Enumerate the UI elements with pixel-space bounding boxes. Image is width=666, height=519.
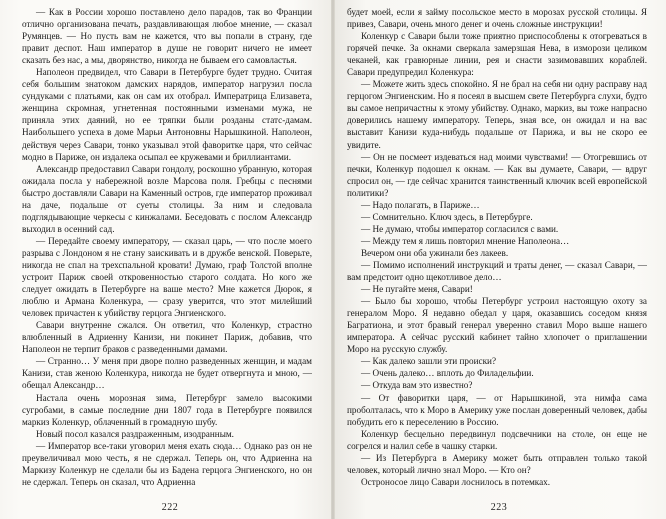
left-page-number: 222: [161, 502, 179, 513]
paragraph: — Очень далеко… вплоть до Филадельфии.: [361, 368, 534, 379]
paragraph: — Между тем я лишь повторил мнение Наполеона…: [361, 235, 570, 246]
book-gutter: [331, 0, 335, 519]
left-page-text: [22, 6, 312, 488]
right-page-number: 223: [490, 502, 508, 513]
paragraph: — Передайте своему императору, — сказал царь, — что после моего разрыва с Лондоном я не стану заискивать и в дружбе венской. Поверьте, никогда не спал на трехспальной кровати! Думаю, граф Толстой вполне устроит Париж своей откровенностью старого солдата. Но кого же следует ожидать в Петербурге на ваше место? Мне кажется Дюрок, я люблю и Армана Коленкура, — сразу уверится, что этот милейший человек причастен к убийству герцога Энгиенского.: [22, 235, 312, 319]
paragraph: Наполеон предвидел, что Савари в Петербурге будет трудно. Считая себя большим знатоком дамских нарядов, император нагрузил посла сундуками с платьями, как он сам их отобрал. Императрица Елизавета, женщина скромная, угнетенная постоянными изменами мужа, не приняла этих даяний, но ее тряпки были розданы статс-дамам. Наибольшего успеха в доме Марьи Антоновны Нарышкиной. Наполеон, действуя через Савари, тонко указывал этой фаворитке царя, что сейчас модно в Париже, он издалека осыпал ее кружевами и бриллиантами.: [22, 67, 312, 162]
paragraph: Александр предоставил Савари гондолу, роскошно убранную, которая ожидала посла у набережной возле Марсова поля. Гребцы с песнями быстро доставляли Савари на Каменный остров, где император проживал на даче, подальше от суеты столицы. За ним и следовала подглядывающие черкесы с кинжалами. Беседовать с послом Александр выходил в осенний сад.: [22, 163, 312, 234]
right-page-text: [347, 6, 647, 488]
paragraph: Вечером они оба ужинали без лакеев.: [361, 247, 509, 258]
paragraph: — Сомнительно. Ключ здесь, в Петербурге.: [361, 211, 533, 222]
paragraph: Настала очень морозная зима, Петербург замело высокими сугробами, в самые последние дни 1807 года в Петербурге появился маркиз Коленкур, облаченный в громадную шубу.: [22, 392, 312, 427]
paragraph: Савари внутренне сжался. Он ответил, что Коленкур, страстно влюбленный в Адриенну Канизи, ни покинет Париж, добавив, что Наполеон не терпит браков с разведенными дамами.: [22, 320, 312, 355]
paragraph: Остроносое лицо Савари лоснилось в потемках.: [361, 476, 551, 487]
paragraph: будет моей, если я займу посольское место в морозах русской столицы. Я привез, Савари, очень много денег и очень сложные инструкции!: [347, 7, 647, 30]
paragraph: — Помимо исполнений инструкций и траты денег, — сказал Савари, — вам предстоит одно щекотливое дело…: [347, 259, 647, 283]
paragraph: — От фаворитки царя, — от Нарышкиной, эта нимфа сама проболталась, что к Моро в Америку уже послан доверенный человек, дабы побудить его к переселению в Россию.: [347, 392, 647, 427]
paragraph: Коленкур бесцельно передвинул подсвечники на столе, он еще не согрелся и налил себе в чашку старки.: [347, 428, 647, 451]
paragraph: — Не пугайте меня, Савари!: [361, 284, 473, 295]
paragraph: — Откуда вам это известно?: [361, 380, 473, 391]
paragraph: — Он не посмеет издеваться над моими чувствами! — Отогревшись от печки, Коленкур подошел к окнам. — Как вы думаете, Савари, — вдруг спросил он, — где сейчас хранится таинственный ключик всей европейской политики?: [347, 151, 647, 198]
paragraph: — Император все-таки уговорил меня ехать сюда… Однако раз он не преувеличивал мою честь, я не сдержал. Теперь он, что Адриенна на Маркизу Коленкур не сделали бы из Бадена герцога Энгиенского, но он не сдержал. Теперь он сказал, что Адриенна: [22, 440, 312, 487]
paragraph: — Не думаю, чтобы император согласился с вами.: [361, 223, 559, 234]
paragraph: — Странно… У меня при дворе полно разведенных женщин, и мадам Канизи, став женою Коленкура, никогда не будет отвергнута и мною, — обещал Александр…: [22, 356, 312, 391]
paragraph: — Как далеко зашли эти происки?: [361, 356, 497, 367]
paragraph: Коленкур с Савари были тоже приятно приспособлены к отогреваться в горячей печке. За окнами сверкала замерзшая Нева, в изморози целиком чеканей, как гравюрные линии, рея и снасти зазимовавших кораблей. Савари предупредил Коленкура:: [347, 31, 647, 78]
paragraph: Новый посол казался раздраженным, изодранным.: [36, 428, 234, 439]
right-page: [333, 0, 666, 519]
paragraph: — Можете жить здесь спокойно. Я не брал на себя ни одну расправу над герцогом Энгиенским. Но я посеял в высшем свете Петербурга слухи, будто вы самое непричастны к этому убийству. Однако, маркиз, вы тоже напрасно доверились нашему императору. Теперь, зная все, он ожидал и на вас выставит Канизи куда-нибудь подальше от Парижа, и вы не скоро ее увидите.: [347, 79, 647, 150]
paragraph: — Надо полагать, в Париже…: [361, 199, 480, 210]
paragraph: — Было бы хорошо, чтобы Петербург устроил настоящую охоту за генералом Моро. Я недавно обедал у царя, оказавшись соседом князя Багратиона, и этот бравый генерал уверенно ставил Моро выше нашего императора. А сейчас русский кабинет тайно хлопочет о приглашении Моро на русскую службу.: [347, 296, 647, 355]
paragraph: — Как в России хорошо поставлено дело парадов, так во Франции отлично организована печать, раздавливающая любое мнение, — сказал Румянцев. — Но пусть вам не кажется, что вы попали в страну, где правит деспот. Наш император в душе не говорит ничего не имеет сказать без нас, а мы, дворянство, никогда не бываем его самовластья.: [22, 7, 312, 66]
paragraph: — Из Петербурга в Америку может быть отправлен только такой человек, который лично знал Моро. — Кто он?: [347, 452, 647, 475]
